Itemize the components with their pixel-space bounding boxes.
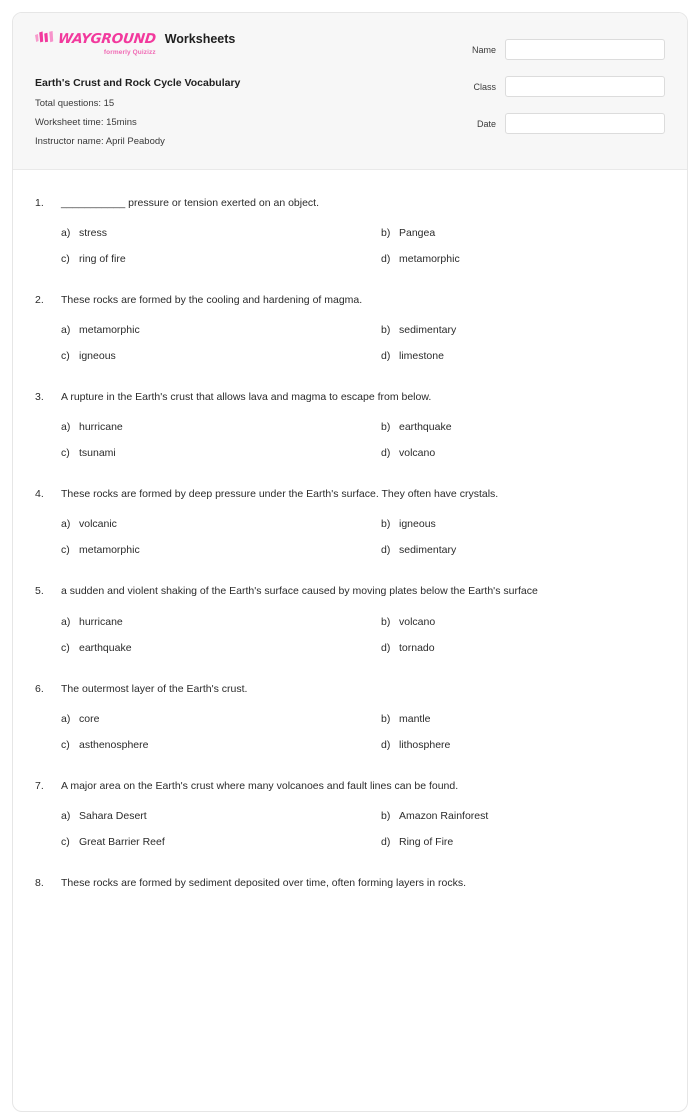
- option-text: limestone: [399, 349, 444, 362]
- question-block: [35, 196, 665, 265]
- option-text: igneous: [399, 518, 436, 531]
- option-text: metamorphic: [79, 544, 140, 557]
- answer-option[interactable]: [381, 227, 665, 239]
- question-number: 5.: [35, 585, 44, 598]
- worksheet-time: Worksheet time: 15mins: [35, 116, 137, 128]
- option-letter: c): [61, 544, 70, 557]
- worksheets-title: Worksheets: [164, 32, 236, 46]
- field-row-date: [455, 113, 665, 134]
- answer-option[interactable]: [381, 544, 665, 556]
- question-number: 8.: [35, 877, 44, 890]
- option-text: hurricane: [79, 421, 123, 434]
- answer-option[interactable]: [61, 227, 381, 239]
- question-text: These rocks are formed by deep pressure under the Earth's surface. They often have crystals.: [61, 488, 499, 501]
- question-block: [35, 682, 665, 751]
- answer-option[interactable]: [61, 836, 381, 848]
- question-block: [35, 487, 665, 556]
- option-letter: d): [381, 447, 391, 460]
- option-grid: [61, 227, 665, 265]
- worksheet-meta: [35, 77, 240, 147]
- total-questions: Total questions: 15: [35, 97, 115, 109]
- answer-option[interactable]: [381, 421, 665, 433]
- option-text: earthquake: [399, 421, 452, 434]
- answer-option[interactable]: [381, 447, 665, 459]
- answer-option[interactable]: [61, 713, 381, 725]
- option-text: metamorphic: [79, 323, 140, 336]
- option-text: hurricane: [79, 615, 123, 628]
- class-input[interactable]: [505, 76, 665, 97]
- date-input[interactable]: [505, 113, 665, 134]
- name-input[interactable]: [505, 39, 665, 60]
- option-letter: d): [381, 349, 391, 362]
- option-letter: d): [381, 544, 391, 557]
- question-number: 6.: [35, 682, 44, 695]
- question-head: [35, 779, 665, 794]
- name-label: Name: [471, 44, 496, 55]
- worksheet-title: Earth's Crust and Rock Cycle Vocabulary: [35, 76, 241, 89]
- answer-option[interactable]: [381, 810, 665, 822]
- option-text: core: [79, 712, 100, 725]
- option-text: volcanic: [79, 518, 117, 531]
- option-letter: a): [61, 226, 71, 239]
- answer-option[interactable]: [61, 518, 381, 530]
- option-letter: a): [61, 712, 71, 725]
- option-letter: d): [381, 738, 391, 751]
- question-block: [35, 390, 665, 459]
- option-text: Sahara Desert: [79, 810, 147, 823]
- option-letter: a): [61, 810, 71, 823]
- answer-option[interactable]: [381, 616, 665, 628]
- date-label: Date: [476, 118, 496, 129]
- question-head: [35, 487, 665, 502]
- question-text: a sudden and violent shaking of the Earth's surface caused by moving plates below the Earth's surface: [61, 585, 538, 598]
- option-letter: c): [61, 641, 70, 654]
- option-text: volcano: [399, 615, 436, 628]
- option-letter: b): [381, 323, 391, 336]
- option-text: ring of fire: [79, 252, 126, 265]
- question-head: [35, 390, 665, 405]
- answer-option[interactable]: [381, 713, 665, 725]
- question-text: The outermost layer of the Earth's crust.: [61, 682, 248, 695]
- answer-option[interactable]: [381, 642, 665, 654]
- answer-option[interactable]: [381, 253, 665, 265]
- option-letter: d): [381, 641, 391, 654]
- option-letter: c): [61, 836, 70, 849]
- option-grid: [61, 713, 665, 751]
- header-left: [35, 29, 240, 155]
- option-text: tornado: [399, 641, 435, 654]
- answer-option[interactable]: [61, 739, 381, 751]
- option-text: metamorphic: [399, 252, 460, 265]
- question-text: These rocks are formed by the cooling and hardening of magma.: [61, 293, 363, 306]
- answer-option[interactable]: [61, 642, 381, 654]
- option-letter: b): [381, 615, 391, 628]
- question-head: [35, 293, 665, 308]
- answer-option[interactable]: [61, 324, 381, 336]
- option-text: sedimentary: [399, 544, 457, 557]
- worksheet-header: [13, 13, 687, 170]
- student-fields: [455, 29, 665, 150]
- brand-logo: [35, 31, 156, 57]
- option-text: Amazon Rainforest: [399, 810, 489, 823]
- worksheet-page: [12, 12, 688, 1112]
- question-head: [35, 876, 665, 891]
- questions-list: [13, 170, 687, 940]
- brand-row: [35, 31, 240, 57]
- answer-option[interactable]: [61, 421, 381, 433]
- option-letter: b): [381, 226, 391, 239]
- field-row-name: [455, 39, 665, 60]
- question-text: ___________ pressure or tension exerted on an object.: [61, 196, 320, 209]
- option-text: Pangea: [399, 226, 436, 239]
- wayground-bars-logo-icon: [35, 31, 55, 48]
- instructor-name: Instructor name: April Peabody: [35, 135, 165, 147]
- question-head: [35, 196, 665, 211]
- option-text: lithosphere: [399, 738, 451, 751]
- option-letter: c): [61, 349, 70, 362]
- question-block: [35, 584, 665, 653]
- option-letter: a): [61, 518, 71, 531]
- question-text: A rupture in the Earth's crust that allows lava and magma to escape from below.: [61, 390, 432, 403]
- answer-option[interactable]: [381, 350, 665, 362]
- answer-option[interactable]: [381, 518, 665, 530]
- answer-option[interactable]: [61, 447, 381, 459]
- option-letter: b): [381, 712, 391, 725]
- option-text: asthenosphere: [79, 738, 149, 751]
- option-text: Great Barrier Reef: [79, 836, 165, 849]
- option-text: Ring of Fire: [399, 836, 454, 849]
- option-letter: b): [381, 810, 391, 823]
- question-number: 1.: [35, 196, 44, 209]
- option-letter: d): [381, 836, 391, 849]
- option-text: mantle: [399, 712, 431, 725]
- option-letter: b): [381, 518, 391, 531]
- option-letter: d): [381, 252, 391, 265]
- answer-option[interactable]: [61, 253, 381, 265]
- answer-option[interactable]: [381, 324, 665, 336]
- answer-option[interactable]: [61, 616, 381, 628]
- option-letter: c): [61, 447, 70, 460]
- option-text: stress: [79, 226, 108, 239]
- option-grid: [61, 518, 665, 556]
- brand-tagline: formerly Quizizz: [103, 49, 156, 56]
- question-head: [35, 584, 665, 599]
- option-text: sedimentary: [399, 323, 457, 336]
- option-letter: a): [61, 615, 71, 628]
- option-grid: [61, 616, 665, 654]
- question-head: [35, 682, 665, 697]
- option-letter: b): [381, 421, 391, 434]
- answer-option[interactable]: [381, 739, 665, 751]
- question-text: These rocks are formed by sediment deposited over time, often forming layers in rocks.: [61, 877, 467, 890]
- question-block: [35, 779, 665, 848]
- question-text: A major area on the Earth's crust where many volcanoes and fault lines can be found.: [61, 779, 459, 792]
- option-letter: a): [61, 323, 71, 336]
- option-letter: a): [61, 421, 71, 434]
- option-grid: [61, 324, 665, 362]
- answer-option[interactable]: [381, 836, 665, 848]
- answer-option[interactable]: [61, 350, 381, 362]
- question-number: 3.: [35, 390, 44, 403]
- option-grid: [61, 810, 665, 848]
- brand-name: WAYGROUND: [57, 30, 157, 47]
- option-text: igneous: [79, 349, 116, 362]
- option-text: tsunami: [79, 447, 116, 460]
- option-grid: [61, 421, 665, 459]
- option-letter: c): [61, 252, 70, 265]
- option-text: earthquake: [79, 641, 132, 654]
- answer-option[interactable]: [61, 810, 381, 822]
- question-block: [35, 293, 665, 362]
- option-text: volcano: [399, 447, 436, 460]
- answer-option[interactable]: [61, 544, 381, 556]
- question-number: 4.: [35, 488, 44, 501]
- brand-top: [35, 31, 156, 48]
- question-block: [35, 876, 665, 891]
- field-row-class: [455, 76, 665, 97]
- class-label: Class: [473, 81, 496, 92]
- option-letter: c): [61, 738, 70, 751]
- question-number: 2.: [35, 293, 44, 306]
- question-number: 7.: [35, 779, 44, 792]
